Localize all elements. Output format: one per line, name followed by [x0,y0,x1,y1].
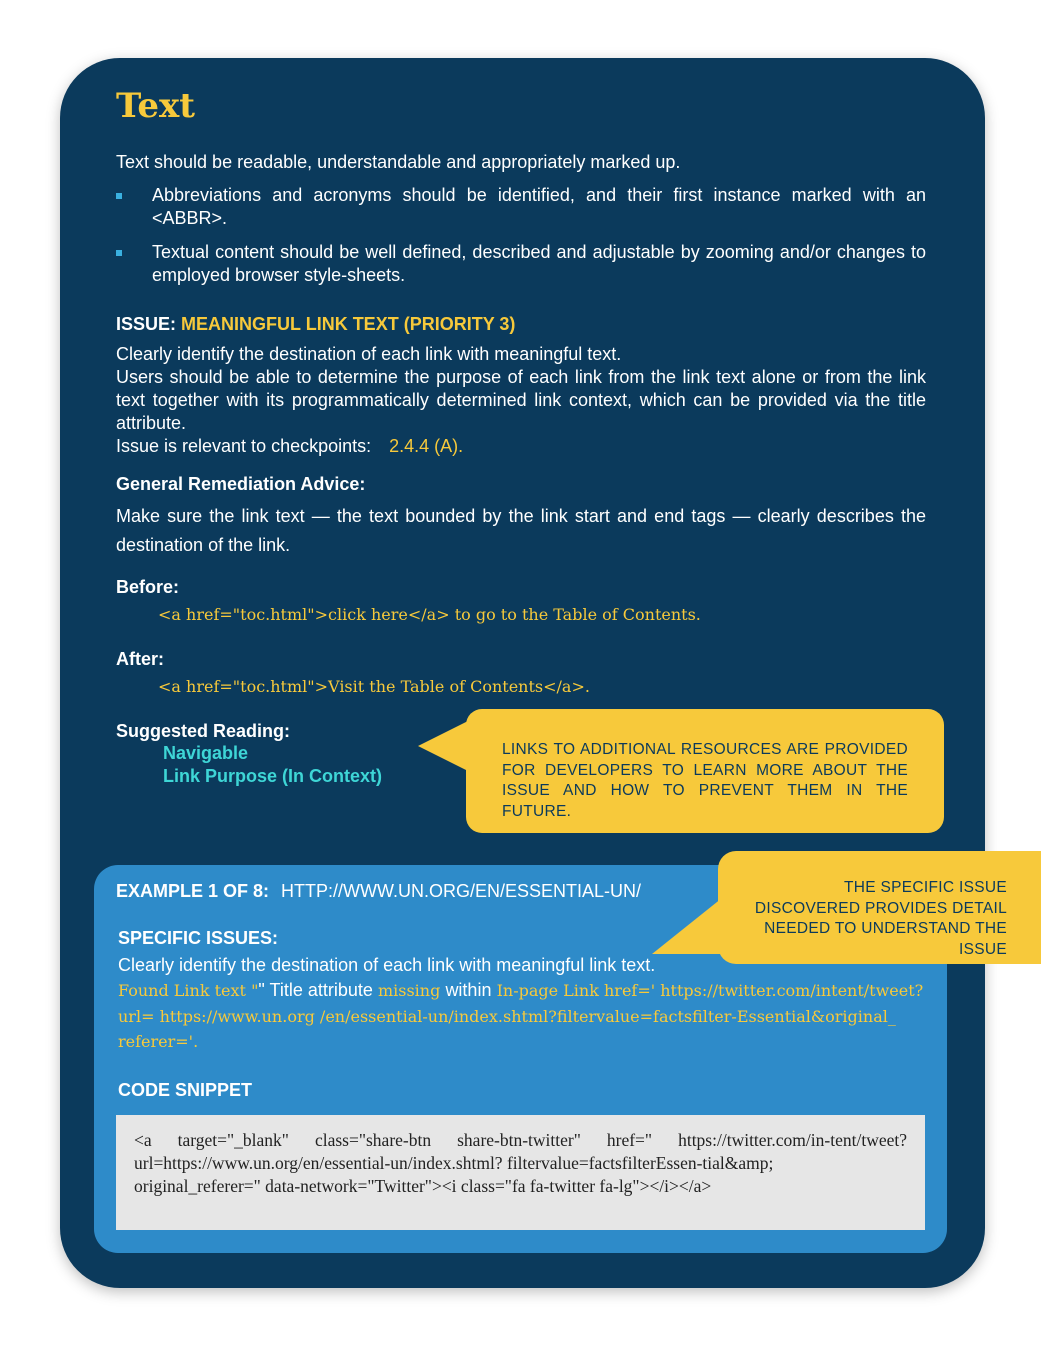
remediation-heading: General Remediation Advice: [116,474,366,494]
after-heading: After: [116,649,164,669]
callout-pointer [418,720,470,772]
issue-heading [116,314,515,335]
issue-checkpoints [116,435,926,458]
bullet-item [116,241,926,287]
found-text-2: " Title attribute [258,980,373,1000]
issue-name: MEANINGFUL LINK TEXT (PRIORITY 3) [181,314,516,334]
found-text-1: Found Link text " [118,981,259,1000]
resources-callout: LINKS TO ADDITIONAL RESOURCES ARE PROVIDED FOR DEVELOPERS TO LEARN MORE ABOUT THE ISSUE AND HOW TO PREVENT THEM IN THE FUTURE. [466,709,944,833]
found-text-5: In-page Link href=' https://twitter.com/intent/tweet? url= https://www.un.org /en/essential-un/index.shtml?filtervalue=factsfilter-Essential&original_ referer='. [118,981,924,1051]
found-link-detail [118,978,928,1055]
bullet-item [116,184,926,230]
issue-line-1: Clearly identify the destination of each link with meaningful text. [116,344,622,364]
reading-link-navigable[interactable]: Navigable [163,743,249,763]
example-url[interactable]: HTTP://WWW.UN.ORG/EN/ESSENTIAL-UN/ [281,881,642,901]
bullet-square-icon [116,250,122,256]
remediation-body: Make sure the link text — the text bounded by the link start and end tags — clearly describes the destination of the link. [116,506,926,555]
page-title: Text [116,86,196,126]
example-label: EXAMPLE 1 OF 8: [116,881,270,901]
found-text-3: missing [377,981,441,1000]
specific-issues-heading: SPECIFIC ISSUES: [118,928,279,948]
example-heading [116,881,641,902]
before-code: <a href="toc.html">click here</a> to go to the Table of Contents. [158,605,701,624]
before-heading: Before: [116,577,180,597]
snippet-line-1: <a target="_blank" class="share-btn share-btn-twitter" href=" https://twitter.com/in-tent/tweet? url=https://www.un.org/en/essential-un/index.shtml? filtervalue=factsfilterEssen-tial&amp; [134,1130,907,1173]
snippet-line-2: original_referer=" data-network="Twitter"><i class="fa fa-twitter fa-lg"></i></a> [134,1176,712,1196]
found-text-4: within [445,980,492,1000]
reading-heading: Suggested Reading: [116,721,291,741]
bullet-text: Abbreviations and acronyms should be identified, and their first instance marked with an <ABBR>. [152,185,926,228]
reading-link-purpose[interactable]: Link Purpose (In Context) [163,766,383,786]
issue-prefix: ISSUE: [116,314,177,334]
issue-description [116,343,926,458]
specific-issue-callout: THE SPECIFIC ISSUE DISCOVERED PROVIDES DETAIL NEEDED TO UNDERSTAND THE ISSUE [718,851,1041,964]
checkpoints-label: Issue is relevant to checkpoints: [116,436,372,456]
code-snippet-box [116,1115,925,1230]
code-snippet-heading: CODE SNIPPET [118,1080,253,1100]
bullet-square-icon [116,193,122,199]
after-code: <a href="toc.html">Visit the Table of Contents</a>. [158,677,590,696]
bullet-list [116,184,926,298]
issue-line-2: Users should be able to determine the purpose of each link from the link text alone or from the link text together with its programmatically determined link context, which can be provided via the title attribute. [116,367,926,433]
intro-text: Text should be readable, understandable and appropriately marked up. [116,152,681,172]
checkpoints-value[interactable]: 2.4.4 (A). [389,436,464,456]
callout-pointer [652,898,722,954]
bullet-text: Textual content should be well defined, described and adjustable by zooming and/or changes to employed browser style-sheets. [152,242,926,285]
specific-issues-text: Clearly identify the destination of each link with meaningful link text. [118,955,656,975]
